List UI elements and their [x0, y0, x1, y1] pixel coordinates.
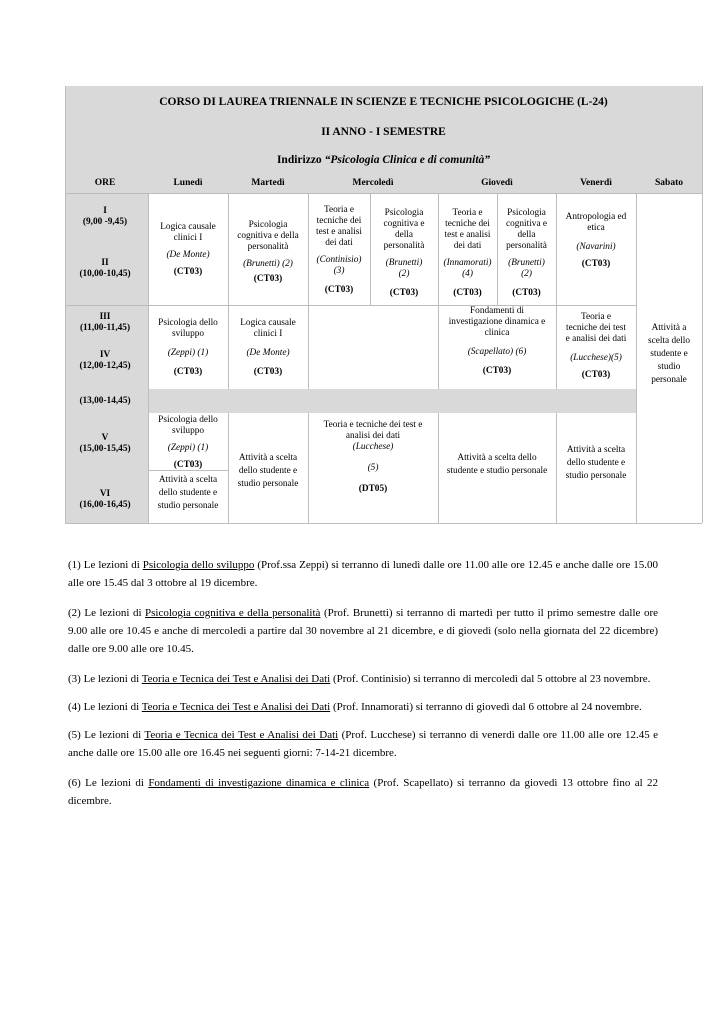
gio-am2-course: Fondamenti di investigazione dinamica e clinica (Scapellato) (6) (CT03) [448, 306, 546, 376]
col-ore: ORE [94, 178, 116, 188]
track-prefix: Indirizzo [276, 154, 322, 166]
slot-iv: IV (12,00-12,45) [79, 350, 131, 371]
lun-am2-course: Psicologia dello sviluppo (Zeppi) (1) (CT03) [158, 318, 218, 377]
year-semester: II ANNO - I SEMESTRE [65, 119, 702, 145]
mar-am1-course: Psicologia cognitiva e della personalità (Brunetti) (2) (CT03) [237, 220, 299, 284]
col-mercoledi: Mercoledì [352, 178, 394, 188]
col-venerdi: Venerdì [580, 178, 612, 188]
note-2: (2) Le lezioni di Psicologia cognitiva e della personalità (Prof. Brunetti) si terranno di martedì per tutto il primo semestre dalle ore 9.00 alle ore 10.45 e anche di mercoledì a partire dal 30 novembre al 21 dicembre, e di giovedì (solo nella giornata del 22 dicembre) dalle ore 9.00 alle ore 10.45. [68, 607, 658, 655]
ven-pm-course: Attività a scelta dello studente e studio personale [565, 445, 627, 481]
gio-a-course: Teoria e tecniche dei test e analisi dei dati (Innamorati) (4) (CT03) [443, 208, 492, 298]
ven-am2-course: Teoria e tecniche dei test e analisi dei dati (Lucchese)(5) (CT03) [565, 312, 627, 380]
lun-am1-course: Logica causale clinici I (De Monte) (CT03) [160, 222, 216, 277]
note-1: (1) Le lezioni di Psicologia dello sviluppo (Prof.ssa Zeppi) si terranno di lunedì dalle ore 11.00 alle ore 12.45 e anche dalle ore 15.00 alle ore 15.45 dal 3 ottobre al 19 dicembre. [68, 559, 658, 589]
col-sabato: Sabato [655, 178, 683, 188]
mar-pm-course: Attività a scelta dello studente e studio personale [237, 453, 299, 489]
lunch-band [65, 389, 636, 413]
slot-ii: II (10,00-10,45) [79, 258, 131, 279]
note-3: (3) Le lezioni di Teoria e Tecnica dei Test e Analisi dei Dati (Prof. Continisio) si terranno di mercoledì dal 5 ottobre al 23 novembre. [68, 673, 651, 685]
lun-pm1-course: Psicologia dello sviluppo (Zeppi) (1) (CT03) [158, 415, 218, 470]
mer-a-course: Teoria e tecniche dei test e analisi dei dati (Continisio) (3) (CT03) [316, 205, 362, 295]
note-4: (4) Le lezioni di Teoria e Tecnica dei Test e Analisi dei Dati (Prof. Innamorati) si terranno di giovedì dal 6 ottobre al 24 novembre. [68, 701, 642, 713]
slot-v: V (15,00-15,45) [79, 433, 131, 454]
blank [218, 413, 311, 439]
ven-am1-course: Antropologia ed etica (Navarini) (CT03) [565, 212, 627, 269]
slot-i: I (9,00 -9,45) [82, 206, 128, 227]
mer-b-course: Psicologia cognitiva e della personalità (Brunetti) (2) (CT03) [383, 208, 425, 298]
col-giovedi: Giovedì [481, 178, 513, 188]
slot-iii: III (11,00-11,45) [79, 312, 131, 333]
note-5: (5) Le lezioni di Teoria e Tecnica dei Test e Analisi dei Dati (Prof. Lucchese) si terranno di venerdì dalle ore 11.00 alle ore 12.45 e anche dalle ore 15.00 alle ore 16.45 nei seguenti giorni: 7-14-21 dicembre. [68, 729, 659, 759]
gio-b-course: Psicologia cognitiva e della personalità (Brunetti) (2) (CT03) [505, 208, 548, 298]
slot-lunch: (13,00-14,45) [79, 396, 131, 406]
gio-pm-course: Attività a scelta dello studente e studio personale [446, 453, 548, 476]
mar-am2-course: Logica causale clinici I (De Monte) (CT03) [240, 318, 296, 377]
sab-course: Attività a scelta dello studente e studio personale [647, 323, 691, 385]
col-martedi: Martedì [251, 178, 285, 188]
slot-vi: VI (16,00-16,45) [79, 489, 131, 510]
course-title: CORSO DI LAUREA TRIENNALE IN SCIENZE E TECNICHE PSICOLOGICHE (L-24) [65, 86, 702, 119]
mer-pm-course: Teoria e tecniche dei test e analisi dei dati (Lucchese) (5) (DT05) [323, 420, 423, 494]
lun-pm2-course: Attività a scelta dello studente e studio personale [157, 475, 219, 511]
track-title [65, 145, 702, 175]
note-6: (6) Le lezioni di Fondamenti di investigazione dinamica e clinica (Prof. Scapellato) si terranno da giovedì 13 ottobre fino al 22 dicembre. [68, 777, 659, 807]
track-name: “Psicologia Clinica e di comunità” [324, 154, 491, 166]
col-lunedi: Lunedì [173, 178, 203, 188]
